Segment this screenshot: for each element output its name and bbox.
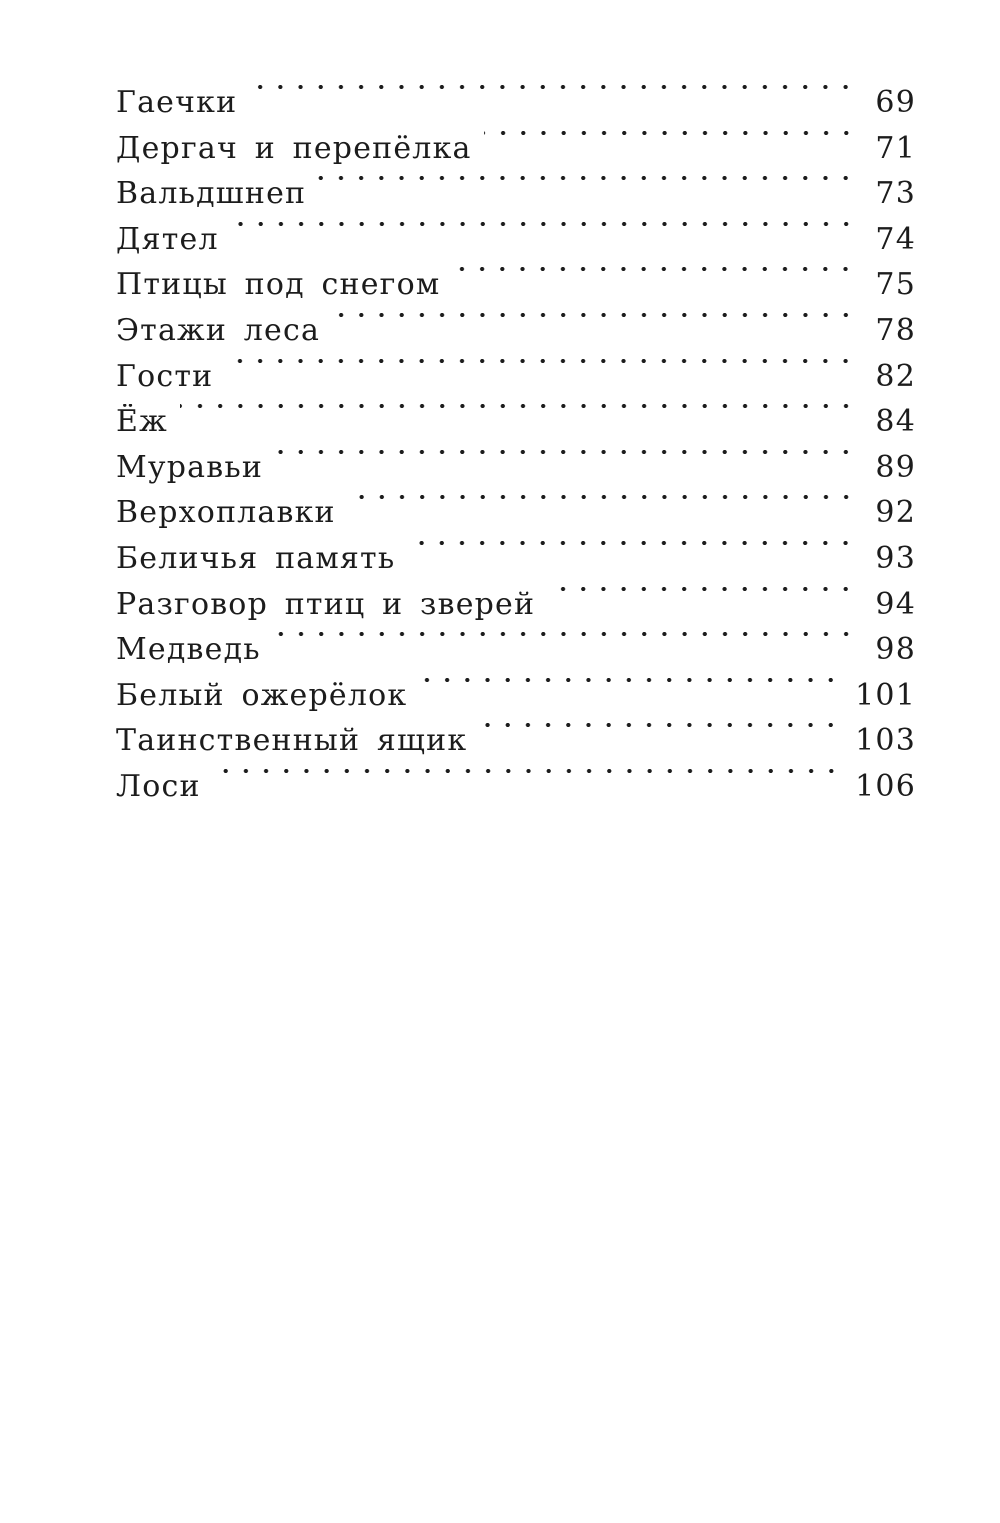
toc-entry — [116, 85, 916, 131]
toc-dot-leader — [479, 723, 841, 769]
toc-entry-page-number: 106 — [855, 768, 916, 804]
toc-entry-title: Муравьи — [116, 449, 264, 485]
toc-dot-leader — [213, 769, 841, 815]
toc-entry-page-number: 84 — [875, 404, 916, 440]
toc-entry — [116, 267, 916, 313]
toc-dot-leader — [318, 176, 856, 222]
toc-entry-title: Ёж — [116, 404, 168, 440]
toc-dot-leader — [273, 632, 856, 678]
toc-entry-page-number: 82 — [875, 358, 916, 394]
toc-dot-leader — [419, 678, 841, 724]
toc-entry — [116, 313, 916, 359]
toc-entry — [116, 632, 916, 678]
toc-dot-leader — [275, 450, 856, 496]
toc-entry-page-number: 73 — [875, 176, 916, 212]
toc-dot-leader — [484, 131, 856, 177]
toc-entry — [116, 359, 916, 405]
toc-entry-page-number: 101 — [855, 677, 916, 713]
toc-entry-page-number: 92 — [875, 495, 916, 531]
toc-dot-leader — [547, 587, 856, 633]
toc-entry-page-number: 94 — [875, 586, 916, 622]
toc-dot-leader — [180, 404, 856, 450]
toc-dot-leader — [231, 222, 856, 268]
toc-dot-leader — [225, 359, 856, 405]
toc-entry — [116, 769, 916, 815]
toc-entry-title: Таинственный ящик — [116, 723, 468, 759]
toc-dot-leader — [407, 541, 856, 587]
toc-entry — [116, 222, 916, 268]
toc-entry-title: Белый ожерёлок — [116, 677, 408, 713]
toc-entry-title: Птицы под снегом — [116, 267, 441, 303]
toc-entry-page-number: 71 — [875, 130, 916, 166]
toc-dot-leader — [348, 495, 856, 541]
toc-entry — [116, 450, 916, 496]
toc-entry — [116, 541, 916, 587]
toc-entry-title: Беличья память — [116, 540, 396, 576]
toc-entry — [116, 495, 916, 541]
toc-entry-title: Верхоплавки — [116, 495, 336, 531]
toc-entry-page-number: 93 — [875, 540, 916, 576]
toc-entry — [116, 131, 916, 177]
toc-entry — [116, 723, 916, 769]
toc-entry-page-number: 98 — [875, 632, 916, 668]
toc-dot-leader — [249, 85, 856, 131]
toc-entry — [116, 176, 916, 222]
toc-entry-title: Гости — [116, 358, 214, 394]
toc-entry — [116, 404, 916, 450]
toc-entry-title: Дятел — [116, 221, 219, 257]
toc-entry-page-number: 69 — [875, 85, 916, 120]
toc-dot-leader — [452, 267, 856, 313]
toc-entry-title: Вальдшнеп — [116, 176, 307, 212]
toc-entry — [116, 587, 916, 633]
toc-entry-page-number: 74 — [875, 221, 916, 257]
toc-entry — [116, 678, 916, 724]
toc-entry-page-number: 78 — [875, 312, 916, 348]
toc-entry-page-number: 103 — [855, 723, 916, 759]
toc-entry-title: Лоси — [116, 768, 201, 804]
toc-entry-title: Дергач и перепёлка — [116, 130, 472, 166]
toc-dot-leader — [332, 313, 856, 359]
toc-entry-page-number: 75 — [875, 267, 916, 303]
toc-entry-page-number: 89 — [875, 449, 916, 485]
toc-entry-title: Этажи леса — [116, 312, 321, 348]
toc-entry-title: Медведь — [116, 632, 261, 668]
toc-entry-title: Разговор птиц и зверей — [116, 586, 536, 622]
toc-entry-title: Гаечки — [116, 85, 238, 120]
table-of-contents — [116, 85, 916, 815]
